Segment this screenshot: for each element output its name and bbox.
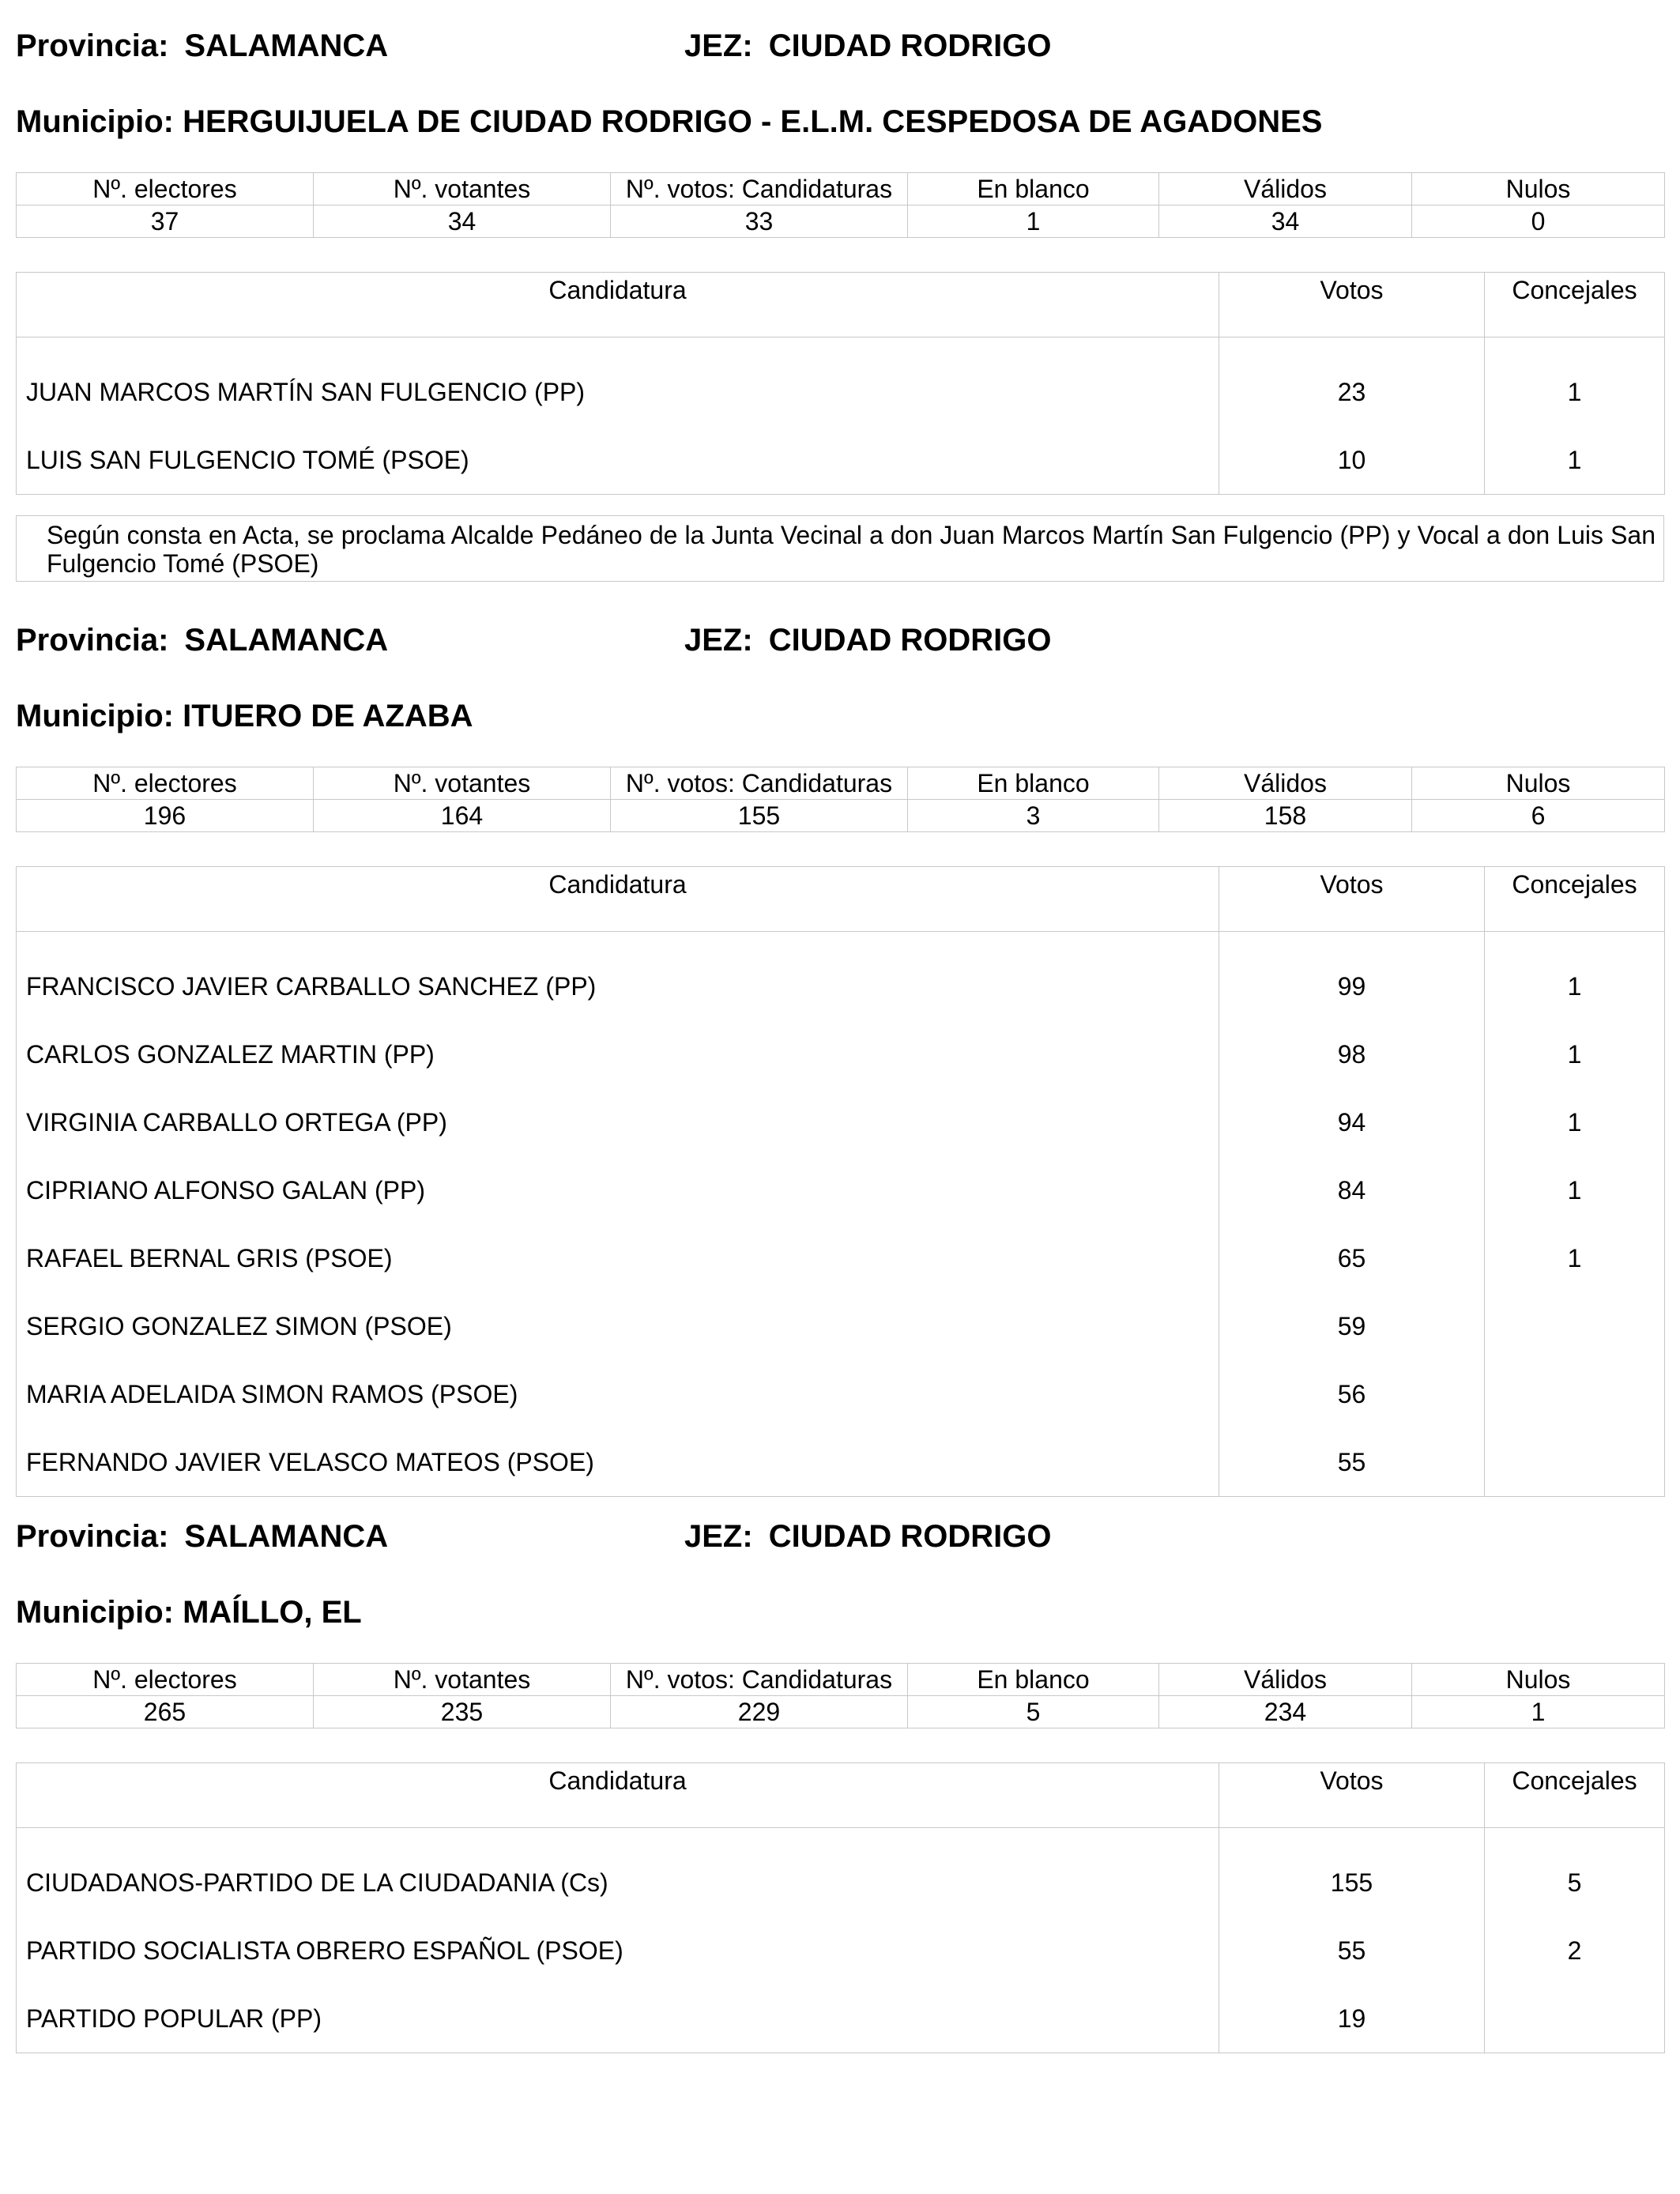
votos-header: Votos (1219, 867, 1485, 932)
candidate-votes: 55 (1219, 1428, 1485, 1497)
stats-value-cell: 196 (17, 800, 314, 832)
stats-header-row (17, 173, 1665, 205)
candidate-votes: 56 (1219, 1360, 1485, 1428)
stats-header-cell: Nº. electores (17, 173, 314, 205)
candidate-name: PARTIDO SOCIALISTA OBRERO ESPAÑOL (PSOE) (17, 1917, 1219, 1985)
candidates-header-row (17, 273, 1665, 337)
candidate-row (17, 1828, 1665, 1917)
stats-header-row (17, 767, 1665, 800)
candidates-header-row (17, 1763, 1665, 1828)
candidate-row (17, 1428, 1665, 1497)
concejales-header: Concejales (1485, 1763, 1665, 1828)
candidate-concejales: 1 (1485, 1088, 1665, 1156)
candidate-votes: 10 (1219, 426, 1485, 495)
stats-header-cell: Nº. votantes (314, 173, 611, 205)
candidate-concejales: 1 (1485, 426, 1665, 495)
candidate-votes: 19 (1219, 1985, 1485, 2053)
candidate-name: PARTIDO POPULAR (PP) (17, 1985, 1219, 2053)
jez-header: JEZ: CIUDAD RODRIGO (684, 28, 1052, 63)
municipio-value: MAÍLLO, EL (183, 1595, 362, 1630)
stats-value-cell: 0 (1412, 205, 1665, 238)
stats-header-cell: Válidos (1159, 1664, 1412, 1696)
stats-header-cell: Nº. votos: Candidaturas (611, 1664, 908, 1696)
stats-table (16, 767, 1665, 832)
candidate-name: LUIS SAN FULGENCIO TOMÉ (PSOE) (17, 426, 1219, 495)
jez-header: JEZ: CIUDAD RODRIGO (684, 1519, 1052, 1554)
candidate-row (17, 1088, 1665, 1156)
stats-value-cell: 265 (17, 1696, 314, 1728)
candidate-concejales (1485, 1985, 1665, 2053)
candidate-name: CIPRIANO ALFONSO GALAN (PP) (17, 1156, 1219, 1224)
municipality-section-maillo (16, 1521, 1664, 2137)
provincia-value: SALAMANCA (184, 28, 389, 63)
candidate-name: MARIA ADELAIDA SIMON RAMOS (PSOE) (17, 1360, 1219, 1428)
stats-header-cell: En blanco (908, 1664, 1159, 1696)
municipio-value: HERGUIJUELA DE CIUDAD RODRIGO - E.L.M. CESPEDOSA DE AGADONES (183, 104, 1323, 139)
stats-header-cell: Nulos (1412, 1664, 1665, 1696)
candidate-name: FRANCISCO JAVIER CARBALLO SANCHEZ (PP) (17, 932, 1219, 1021)
stats-value-cell: 34 (1159, 205, 1412, 238)
stats-value-cell: 234 (1159, 1696, 1412, 1728)
candidates-table (16, 866, 1665, 1497)
stats-header-cell: En blanco (908, 173, 1159, 205)
municipio-header: Municipio: HERGUIJUELA DE CIUDAD RODRIGO - E.L.M. CESPEDOSA DE AGADONES (16, 104, 1323, 139)
municipio-value: ITUERO DE AZABA (183, 699, 473, 733)
stats-header-cell: Nº. votos: Candidaturas (611, 173, 908, 205)
candidate-concejales: 1 (1485, 1224, 1665, 1292)
stats-header-cell: Válidos (1159, 767, 1412, 800)
candidate-row (17, 1985, 1665, 2053)
candidatura-header: Candidatura (17, 1763, 1219, 1828)
candidate-name: JUAN MARCOS MARTÍN SAN FULGENCIO (PP) (17, 337, 1219, 427)
stats-header-cell: Nulos (1412, 173, 1665, 205)
stats-value-cell: 6 (1412, 800, 1665, 832)
candidate-name: CARLOS GONZALEZ MARTIN (PP) (17, 1020, 1219, 1088)
jez-header: JEZ: CIUDAD RODRIGO (684, 623, 1052, 658)
candidate-row (17, 1917, 1665, 1985)
candidate-votes: 99 (1219, 932, 1485, 1021)
municipality-section-herguijuela (16, 30, 1664, 583)
provincia-value: SALAMANCA (184, 623, 389, 658)
candidate-votes: 84 (1219, 1156, 1485, 1224)
stats-value-cell: 229 (611, 1696, 908, 1728)
stats-header-cell: Nº. electores (17, 1664, 314, 1696)
provincia-header: Provincia: SALAMANCA (16, 1519, 389, 1554)
candidate-row (17, 426, 1665, 495)
candidate-row (17, 1224, 1665, 1292)
stats-value-row (17, 800, 1665, 832)
candidate-concejales: 1 (1485, 1020, 1665, 1088)
candidates-table (16, 272, 1665, 495)
stats-value-row (17, 205, 1665, 238)
stats-header-cell: Nº. votantes (314, 1664, 611, 1696)
candidate-concejales: 1 (1485, 1156, 1665, 1224)
stats-value-row (17, 1696, 1665, 1728)
stats-header-cell: En blanco (908, 767, 1159, 800)
stats-header-cell: Nº. electores (17, 767, 314, 800)
jez-value: CIUDAD RODRIGO (768, 1519, 1052, 1554)
stats-header-row (17, 1664, 1665, 1696)
candidate-name: VIRGINIA CARBALLO ORTEGA (PP) (17, 1088, 1219, 1156)
stats-header-cell: Válidos (1159, 173, 1412, 205)
candidate-row (17, 337, 1665, 427)
concejales-header: Concejales (1485, 273, 1665, 337)
jez-value: CIUDAD RODRIGO (768, 623, 1052, 658)
candidate-concejales: 1 (1485, 337, 1665, 427)
jez-value: CIUDAD RODRIGO (768, 28, 1052, 63)
candidatura-header: Candidatura (17, 867, 1219, 932)
proclamation-note: Según consta en Acta, se proclama Alcalde Pedáneo de la Junta Vecinal a don Juan Marcos Martín San Fulgencio (PP) y Vocal a don Luis San Fulgencio Tomé (PSOE) (16, 515, 1664, 582)
stats-value-cell: 5 (908, 1696, 1159, 1728)
provincia-header: Provincia: SALAMANCA (16, 623, 389, 658)
stats-header-cell: Nº. votantes (314, 767, 611, 800)
candidate-name: FERNANDO JAVIER VELASCO MATEOS (PSOE) (17, 1428, 1219, 1497)
candidate-votes: 94 (1219, 1088, 1485, 1156)
candidates-table (16, 1762, 1665, 2053)
candidates-header-row (17, 867, 1665, 932)
votos-header: Votos (1219, 273, 1485, 337)
candidate-row (17, 1292, 1665, 1360)
stats-value-cell: 34 (314, 205, 611, 238)
candidate-votes: 155 (1219, 1828, 1485, 1917)
candidate-concejales: 2 (1485, 1917, 1665, 1985)
stats-value-cell: 33 (611, 205, 908, 238)
candidate-concejales: 1 (1485, 932, 1665, 1021)
stats-value-cell: 37 (17, 205, 314, 238)
candidate-row (17, 932, 1665, 1021)
candidate-name: CIUDADANOS-PARTIDO DE LA CIUDADANIA (Cs) (17, 1828, 1219, 1917)
stats-value-cell: 1 (908, 205, 1159, 238)
stats-table (16, 1663, 1665, 1728)
candidate-votes: 23 (1219, 337, 1485, 427)
stats-value-cell: 155 (611, 800, 908, 832)
stats-value-cell: 1 (1412, 1696, 1665, 1728)
candidate-concejales (1485, 1428, 1665, 1497)
candidate-votes: 55 (1219, 1917, 1485, 1985)
stats-value-cell: 158 (1159, 800, 1412, 832)
provincia-value: SALAMANCA (184, 1519, 389, 1554)
candidate-votes: 98 (1219, 1020, 1485, 1088)
candidate-concejales (1485, 1292, 1665, 1360)
municipio-header: Municipio: MAÍLLO, EL (16, 1595, 362, 1630)
candidate-row (17, 1156, 1665, 1224)
candidate-votes: 65 (1219, 1224, 1485, 1292)
stats-value-cell: 3 (908, 800, 1159, 832)
provincia-header: Provincia: SALAMANCA (16, 28, 389, 63)
municipality-section-ituero (16, 624, 1664, 1494)
votos-header: Votos (1219, 1763, 1485, 1828)
stats-table (16, 172, 1665, 238)
stats-value-cell: 164 (314, 800, 611, 832)
candidate-name: RAFAEL BERNAL GRIS (PSOE) (17, 1224, 1219, 1292)
candidate-concejales: 5 (1485, 1828, 1665, 1917)
candidatura-header: Candidatura (17, 273, 1219, 337)
municipio-header: Municipio: ITUERO DE AZABA (16, 699, 473, 733)
candidate-row (17, 1360, 1665, 1428)
stats-header-cell: Nº. votos: Candidaturas (611, 767, 908, 800)
candidate-concejales (1485, 1360, 1665, 1428)
candidate-row (17, 1020, 1665, 1088)
stats-header-cell: Nulos (1412, 767, 1665, 800)
stats-value-cell: 235 (314, 1696, 611, 1728)
candidate-name: SERGIO GONZALEZ SIMON (PSOE) (17, 1292, 1219, 1360)
concejales-header: Concejales (1485, 867, 1665, 932)
candidate-votes: 59 (1219, 1292, 1485, 1360)
